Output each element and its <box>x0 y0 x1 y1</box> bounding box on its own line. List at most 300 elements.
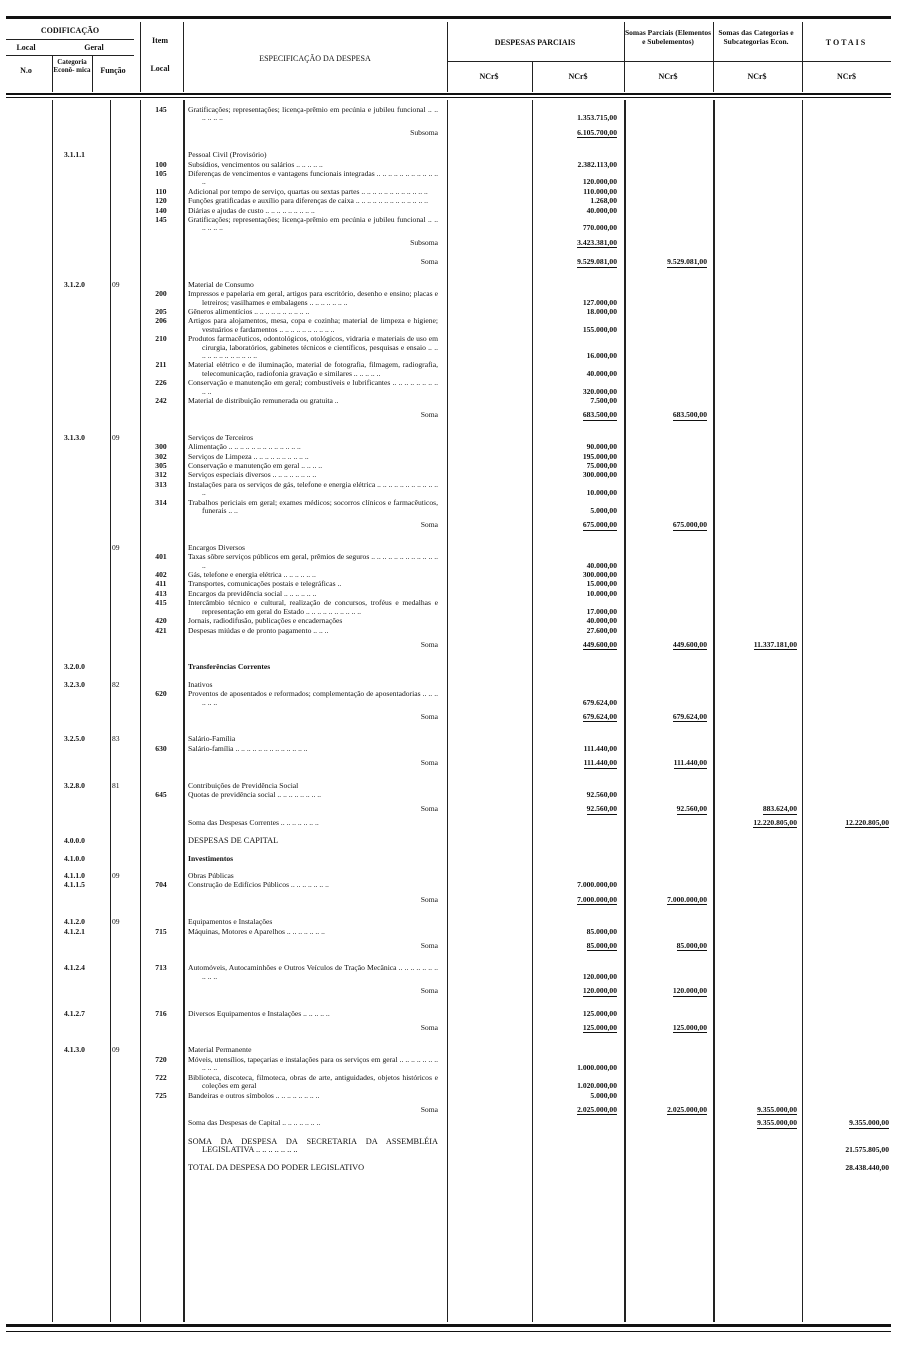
especificacao-text-text: Diversos Equipamentos e Instalações .. .. .. .. .. <box>188 1008 330 1018</box>
total-value <box>799 308 891 316</box>
especificacao-text <box>182 1074 444 1091</box>
item-code-text: 630 <box>155 743 167 753</box>
despesa-parcial-b <box>529 735 621 743</box>
funcao-code <box>112 1164 140 1172</box>
despesa-parcial-a <box>444 641 529 650</box>
code-no <box>6 281 54 289</box>
currency-tot: NCr$ <box>836 72 857 81</box>
code-no <box>6 663 54 671</box>
despesa-parcial-b <box>529 216 621 233</box>
soma-parcial <box>621 397 711 405</box>
header-categoria: Categoria Econô- mica <box>53 58 91 74</box>
item-code <box>140 207 182 215</box>
despesa-parcial-a <box>444 411 529 420</box>
especificacao-text <box>182 1138 444 1155</box>
especificacao-text <box>182 481 444 498</box>
group-row <box>6 681 891 689</box>
especificacao-text <box>182 471 444 479</box>
despesa-parcial-a <box>444 837 529 845</box>
group-row <box>6 1046 891 1054</box>
despesa-parcial-b-text: 5.000,00 <box>590 1090 617 1100</box>
item-code-text: 140 <box>155 205 167 215</box>
soma-parcial <box>621 106 711 123</box>
funcao-code <box>112 1119 140 1128</box>
despesa-parcial-b-text: 1.268,00 <box>590 196 617 206</box>
categoria-economica <box>54 782 112 790</box>
despesa-parcial-a <box>444 928 529 936</box>
item-code <box>140 170 182 187</box>
despesa-parcial-b-text: 5.000,00 <box>590 506 617 516</box>
group-row <box>6 1138 891 1155</box>
categoria-economica <box>54 1010 112 1018</box>
especificacao-text <box>182 281 444 289</box>
despesa-parcial-b-text: 675.000,00 <box>582 520 617 530</box>
despesa-parcial-a <box>444 443 529 451</box>
soma-categoria <box>711 499 799 516</box>
funcao-code <box>112 1138 140 1155</box>
code-no <box>6 106 54 123</box>
despesa-parcial-b-text: 92.560,00 <box>586 789 617 799</box>
despesa-parcial-a <box>444 207 529 215</box>
categoria-economica <box>54 1119 112 1128</box>
soma-categoria <box>711 197 799 205</box>
especificacao-text <box>182 590 444 598</box>
despesa-parcial-a <box>444 499 529 516</box>
categoria-economica <box>54 462 112 470</box>
especificacao-text <box>182 690 444 707</box>
especificacao-text <box>182 544 444 552</box>
total-value <box>799 521 891 530</box>
despesa-parcial-a <box>444 129 529 138</box>
soma-categoria <box>711 1092 799 1100</box>
funcao-code <box>112 735 140 743</box>
especificacao-text-text: Intercâmbio técnico e cultural, realização de concursos, troféus e medalhas e representação em geral do Estado .. .. .. .. .. .. .. .. .. .. <box>188 598 438 616</box>
categoria-economica <box>54 1164 112 1172</box>
despesa-parcial-b <box>529 1074 621 1091</box>
total-value <box>799 317 891 334</box>
total-value <box>799 553 891 570</box>
soma-parcial <box>621 1046 711 1054</box>
despesa-parcial-b <box>529 599 621 616</box>
despesa-parcial-a <box>444 1119 529 1128</box>
especificacao-text-text: Gás, telefone e energia elétrica .. .. .. .. .. .. <box>188 570 316 580</box>
soma-parcial <box>621 681 711 689</box>
especificacao-text-text: Construção de Edifícios Públicos .. .. .. .. .. .. .. <box>188 880 329 890</box>
item-code-text: 305 <box>155 461 167 470</box>
soma-parcial-text: 125.000,00 <box>672 1023 707 1033</box>
especificacao-text-text: Biblioteca, discoteca, filmoteca, obras de arte, antiguidades, objetos históricos e coleções em geral <box>188 1072 438 1091</box>
code-no <box>6 1092 54 1100</box>
total-value <box>799 397 891 405</box>
funcao-code <box>112 641 140 650</box>
item-code-text: 715 <box>155 926 167 936</box>
item-code-text: 411 <box>155 579 167 589</box>
despesa-parcial-a <box>444 1164 529 1172</box>
item-code <box>140 1024 182 1033</box>
funcao-code <box>112 1056 140 1073</box>
soma-categoria <box>711 896 799 905</box>
soma-parcial <box>621 129 711 138</box>
item-code-text: 200 <box>155 289 167 299</box>
especificacao-text-text: Transferências Correntes <box>188 662 271 672</box>
code-no <box>6 881 54 889</box>
code-no <box>6 361 54 378</box>
especificacao-text <box>182 434 444 442</box>
code-no <box>6 782 54 790</box>
despesa-parcial-b <box>529 942 621 951</box>
soma-categoria <box>711 281 799 289</box>
despesa-parcial-b <box>529 987 621 996</box>
item-code-text: 145 <box>155 105 167 114</box>
header-rule-2 <box>6 97 891 98</box>
categoria-economica <box>54 361 112 378</box>
despesa-parcial-b <box>529 617 621 625</box>
categoria-economica <box>54 663 112 671</box>
especificacao-text <box>182 151 444 159</box>
soma-categoria <box>711 317 799 334</box>
especificacao-text-text: Diferenças de vencimentos e vantagens funcionais integradas .. .. .. .. .. .. .. .. .. .. .. .. <box>188 169 438 187</box>
item-code-text: 722 <box>155 1072 167 1082</box>
soma-categoria <box>711 443 799 451</box>
despesa-parcial-b <box>529 335 621 360</box>
soma-parcial <box>621 791 711 799</box>
soma-parcial <box>621 690 711 707</box>
especificacao-text <box>182 207 444 215</box>
categoria-economica <box>54 1138 112 1155</box>
total-value-text: 9.355.000,00 <box>849 1118 889 1128</box>
despesa-parcial-a <box>444 681 529 689</box>
soma-parcial <box>621 713 711 722</box>
group-row <box>6 837 891 845</box>
item-code-text: 226 <box>155 378 167 388</box>
despesa-parcial-b-text: 679.624,00 <box>582 711 617 721</box>
total-value <box>799 197 891 205</box>
despesa-parcial-b-text: 111.440,00 <box>583 758 617 768</box>
item-code-text: 206 <box>155 316 167 326</box>
especificacao-text <box>182 521 444 530</box>
despesa-parcial-a <box>444 462 529 470</box>
soma-parcial <box>621 1056 711 1073</box>
header-local: Local <box>16 43 36 52</box>
table-row <box>6 590 891 598</box>
code-no <box>6 713 54 722</box>
code-no <box>6 290 54 307</box>
despesa-parcial-b <box>529 590 621 598</box>
code-no <box>6 571 54 579</box>
funcao-code <box>112 379 140 396</box>
funcao-code <box>112 258 140 267</box>
code-no <box>6 239 54 248</box>
group-row <box>6 434 891 442</box>
categoria-economica <box>54 197 112 205</box>
code-no <box>6 335 54 360</box>
especificacao-text-text: SOMA DA DESPESA DA SECRETARIA DA ASSEMBLÉIA LEGISLATIVA .. .. .. .. .. .. .. <box>188 1136 438 1155</box>
soma-categoria <box>711 987 799 996</box>
categoria-economica <box>54 544 112 552</box>
item-code-text: 645 <box>155 789 167 799</box>
item-code-text: 210 <box>155 334 167 344</box>
especificacao-text-text: Serviços especiais diversos .. .. .. .. .. .. .. .. <box>188 470 317 480</box>
despesa-parcial-a <box>444 713 529 722</box>
soma-categoria <box>711 379 799 396</box>
item-code <box>140 335 182 360</box>
item-code-text: 720 <box>155 1054 167 1064</box>
despesa-parcial-a <box>444 663 529 671</box>
especificacao-text-text: Conservação e manutenção em geral; combustíveis e lubrificantes .. .. .. .. .. .. .. .. .. .. <box>188 378 438 396</box>
despesa-parcial-b-text: 40.000,00 <box>586 368 617 378</box>
funcao-code <box>112 690 140 707</box>
despesa-parcial-b <box>529 819 621 828</box>
funcao-code <box>112 964 140 981</box>
categoria-economica <box>54 106 112 123</box>
soma-categoria <box>711 617 799 625</box>
despesa-parcial-b <box>529 290 621 307</box>
table-row <box>6 188 891 196</box>
table-row <box>6 1056 891 1073</box>
despesa-parcial-b-text: 16.000,00 <box>586 350 617 360</box>
total-value <box>799 987 891 996</box>
despesa-parcial-a <box>444 872 529 880</box>
despesa-parcial-b <box>529 397 621 405</box>
despesa-parcial-a <box>444 290 529 307</box>
funcao-code <box>112 281 140 289</box>
especificacao-text-text: Artigos para alojamentos, mesa, copa e cozinha; material de limpeza e higiene; vestuários e fardamentos .. .. .. .. .. .. .. .. .. .. <box>188 316 438 334</box>
funcao-code <box>112 918 140 926</box>
especificacao-text <box>182 571 444 579</box>
funcao-code <box>112 1106 140 1115</box>
despesa-parcial-b-text: 85.000,00 <box>586 941 617 951</box>
funcao-code-text: 09 <box>112 917 120 927</box>
total-value <box>799 599 891 616</box>
despesa-parcial-a <box>444 471 529 479</box>
total-value <box>799 1056 891 1073</box>
soma-parcial <box>621 1106 711 1115</box>
item-code <box>140 499 182 516</box>
especificacao-text <box>182 239 444 248</box>
item-code-text: 211 <box>155 360 167 370</box>
especificacao-text-text: Inativos <box>188 679 213 689</box>
item-code <box>140 918 182 926</box>
especificacao-text-text: Despesas miúdas e de pronto pagamento .. .. .. <box>188 625 329 635</box>
funcao-code <box>112 397 140 405</box>
currency-b: NCr$ <box>568 72 588 81</box>
especificacao-text <box>182 258 444 267</box>
soma-parcial <box>621 571 711 579</box>
despesa-parcial-b <box>529 553 621 570</box>
table-row <box>6 599 891 616</box>
especificacao-text-text: Equipamentos e Instalações <box>188 917 273 927</box>
especificacao-text <box>182 782 444 790</box>
table-row <box>6 928 891 936</box>
despesa-parcial-b-text: 679.624,00 <box>582 697 617 707</box>
categoria-economica <box>54 335 112 360</box>
soma-categoria <box>711 1024 799 1033</box>
especificacao-text <box>182 308 444 316</box>
despesa-parcial-a <box>444 791 529 799</box>
despesa-parcial-b <box>529 161 621 169</box>
soma-categoria <box>711 819 799 828</box>
item-code <box>140 1138 182 1155</box>
categoria-economica <box>54 258 112 267</box>
total-value <box>799 207 891 215</box>
item-code <box>140 1092 182 1100</box>
despesa-parcial-a <box>444 1024 529 1033</box>
despesa-parcial-b-text: 2.382.113,00 <box>577 159 617 169</box>
despesa-parcial-b-text: 7.000.000,00 <box>577 894 617 904</box>
soma-parcial <box>621 434 711 442</box>
funcao-code <box>112 1046 140 1054</box>
table-row <box>6 170 891 187</box>
header-no: N.o <box>20 66 32 75</box>
especificacao-text <box>182 872 444 880</box>
currency-sc: NCr$ <box>747 72 767 81</box>
total-value <box>799 942 891 951</box>
item-code <box>140 690 182 707</box>
soma-categoria <box>711 571 799 579</box>
soma-parcial <box>621 928 711 936</box>
total-value <box>799 681 891 689</box>
funcao-code <box>112 317 140 334</box>
table-row <box>6 443 891 451</box>
despesa-parcial-b <box>529 964 621 981</box>
funcao-code <box>112 782 140 790</box>
item-code <box>140 791 182 799</box>
soma-categoria <box>711 690 799 707</box>
despesa-parcial-a <box>444 759 529 768</box>
especificacao-text <box>182 397 444 405</box>
funcao-code-text: 09 <box>112 871 120 880</box>
item-code <box>140 361 182 378</box>
soma-parcial <box>621 759 711 768</box>
table-row <box>6 580 891 588</box>
soma-parcial <box>621 207 711 215</box>
despesa-parcial-a <box>444 308 529 316</box>
total-value <box>799 918 891 926</box>
code-no <box>6 1024 54 1033</box>
item-code <box>140 1046 182 1054</box>
total-value <box>799 129 891 138</box>
categoria-economica <box>54 918 112 926</box>
soma-parcial <box>621 987 711 996</box>
code-no <box>6 188 54 196</box>
item-code <box>140 216 182 233</box>
categoria-economica <box>54 453 112 461</box>
table-row <box>6 471 891 479</box>
item-code-text: 120 <box>155 196 167 206</box>
especificacao-text <box>182 942 444 951</box>
table-rows <box>6 105 891 1172</box>
item-code-text: 620 <box>155 689 167 699</box>
soma-parcial <box>621 805 711 814</box>
total-value <box>799 379 891 396</box>
especificacao-text-text: Taxas sôbre serviços públicos em geral, prêmios de seguros .. .. .. .. .. .. .. .. .. .. .. .. .. <box>188 552 438 570</box>
categoria-economica <box>54 735 112 743</box>
despesa-parcial-b <box>529 434 621 442</box>
soma-parcial <box>621 170 711 187</box>
despesa-parcial-a <box>444 855 529 863</box>
funcao-code <box>112 1024 140 1033</box>
soma-parcial <box>621 1024 711 1033</box>
soma-categoria <box>711 599 799 616</box>
group-row <box>6 544 891 552</box>
especificacao-text-text: Material de distribuição remunerada ou gratuita .. <box>188 395 339 405</box>
code-no <box>6 735 54 743</box>
item-code-text: 302 <box>155 451 167 461</box>
despesa-parcial-b <box>529 1092 621 1100</box>
soma-row <box>6 233 891 252</box>
item-code <box>140 129 182 138</box>
especificacao-text-text: Soma <box>420 804 438 814</box>
categoria-economica <box>54 290 112 307</box>
soma-parcial <box>621 544 711 552</box>
item-code <box>140 481 182 498</box>
item-code <box>140 379 182 396</box>
despesa-parcial-b <box>529 453 621 461</box>
funcao-code <box>112 855 140 863</box>
soma-categoria <box>711 641 799 650</box>
soma-categoria <box>711 1119 799 1128</box>
despesa-parcial-b-text: 75.000,00 <box>586 461 617 470</box>
especificacao-text-text: Contribuições de Previdência Social <box>188 780 299 790</box>
categoria-economica-text: 4.1.3.0 <box>64 1045 85 1055</box>
code-no <box>6 617 54 625</box>
total-value <box>799 964 891 981</box>
total-value <box>799 713 891 722</box>
soma-parcial <box>621 481 711 498</box>
group-row <box>6 1010 891 1018</box>
code-no <box>6 1056 54 1073</box>
total-value <box>799 837 891 845</box>
code-no <box>6 129 54 138</box>
table-row <box>6 379 891 396</box>
especificacao-text-text: Máquinas, Motores e Aparelhos .. .. .. .. .. .. .. <box>188 926 325 936</box>
table-row <box>6 881 891 889</box>
categoria-economica-text: 3.1.1.1 <box>64 150 85 160</box>
despesa-parcial-a <box>444 544 529 552</box>
despesa-parcial-a <box>444 106 529 123</box>
categoria-economica-text: 4.1.1.5 <box>64 880 85 890</box>
total-value <box>799 281 891 289</box>
especificacao-text-text: Soma <box>420 986 438 996</box>
despesa-parcial-b-text: 300.000,00 <box>582 470 617 480</box>
soma-parcial <box>621 258 711 267</box>
table-row <box>6 627 891 635</box>
total-value <box>799 1046 891 1054</box>
item-code <box>140 453 182 461</box>
item-code-text: 402 <box>155 570 167 580</box>
despesa-parcial-a <box>444 590 529 598</box>
despesa-parcial-a <box>444 170 529 187</box>
soma-parcial <box>621 964 711 981</box>
especificacao-text-text: Material Permanente <box>188 1045 252 1055</box>
despesa-parcial-a <box>444 216 529 233</box>
categoria-economica-text: 4.1.2.0 <box>64 917 85 927</box>
soma-parcial <box>621 411 711 420</box>
item-code <box>140 471 182 479</box>
code-no <box>6 1046 54 1054</box>
soma-parcial-text: 679.624,00 <box>672 711 707 721</box>
despesa-parcial-b-text: 3.423.381,00 <box>577 237 617 247</box>
despesa-parcial-a <box>444 397 529 405</box>
especificacao-text <box>182 106 444 123</box>
soma-categoria <box>711 837 799 845</box>
item-code-text: 713 <box>155 963 167 973</box>
despesa-parcial-b <box>529 239 621 248</box>
soma-row <box>6 799 891 818</box>
soma-parcial <box>621 896 711 905</box>
code-no <box>6 641 54 650</box>
funcao-code <box>112 434 140 442</box>
